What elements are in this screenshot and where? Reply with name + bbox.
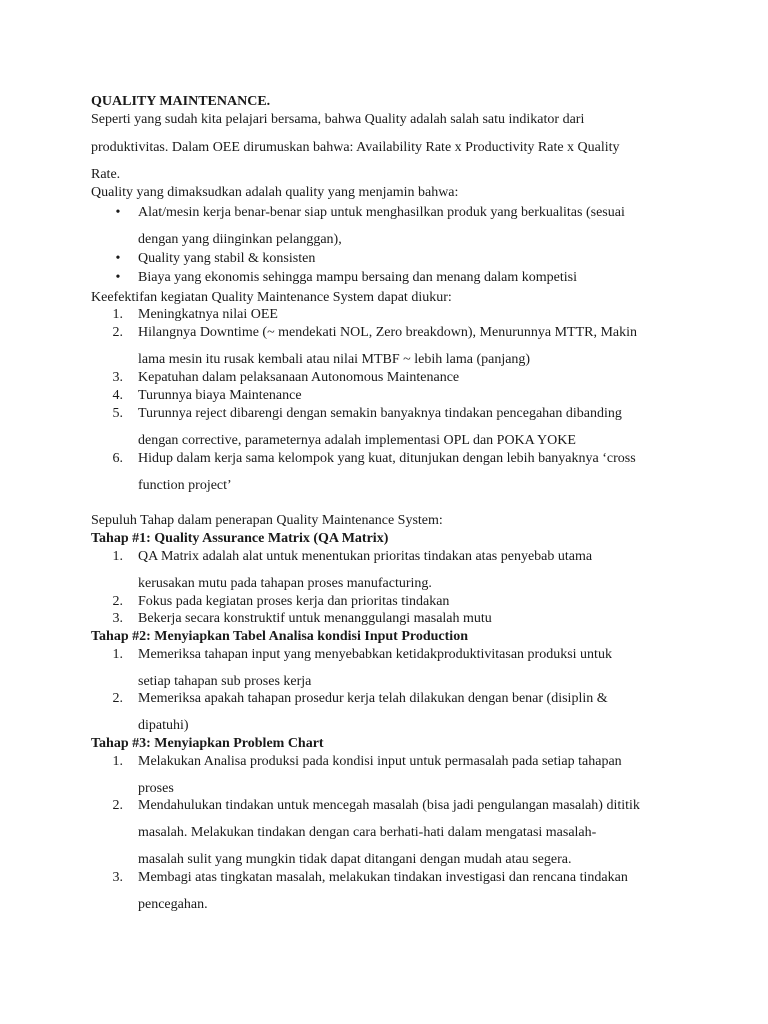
list-item-continuation: proses bbox=[138, 781, 174, 796]
intro-line: Rate. bbox=[91, 167, 121, 182]
quality-intro: Quality yang dimaksudkan adalah quality yang menjamin bahwa: bbox=[91, 185, 459, 200]
list-item-continuation: masalah. Melakukan tindakan dengan cara berhati-hati dalam mengatasi masalah- bbox=[138, 825, 597, 840]
bullet-item-continuation: dengan yang diinginkan pelanggan), bbox=[138, 232, 342, 247]
list-item-continuation: dengan corrective, parameternya adalah implementasi OPL dan POKA YOKE bbox=[138, 433, 576, 448]
document-title: QUALITY MAINTENANCE. bbox=[91, 94, 271, 109]
list-item-continuation: lama mesin itu rusak kembali atau nilai MTBF ~ lebih lama (panjang) bbox=[138, 352, 531, 367]
bullet-icon: • bbox=[115, 205, 121, 220]
intro-line: Seperti yang sudah kita pelajari bersama, bahwa Quality adalah salah satu indikator dari bbox=[91, 112, 585, 127]
list-item-continuation: function project’ bbox=[138, 478, 232, 493]
section-heading: Tahap #2: Menyiapkan Tabel Analisa kondisi Input Production bbox=[91, 629, 468, 644]
section-heading: Tahap #1: Quality Assurance Matrix (QA Matrix) bbox=[91, 531, 389, 546]
bullet-icon: • bbox=[115, 251, 121, 266]
list-item-continuation: masalah sulit yang mungkin tidak dapat ditangani dengan mudah atau segera. bbox=[138, 852, 572, 867]
list-item-continuation: pencegahan. bbox=[138, 897, 208, 912]
bullet-icon: • bbox=[115, 270, 121, 285]
steps-intro: Sepuluh Tahap dalam penerapan Quality Maintenance System: bbox=[91, 513, 443, 528]
intro-line: produktivitas. Dalam OEE dirumuskan bahwa: Availability Rate x Productivity Rate x Quality bbox=[91, 140, 620, 155]
list-item-continuation: dipatuhi) bbox=[138, 718, 189, 733]
effect-intro: Keefektifan kegiatan Quality Maintenance System dapat diukur: bbox=[91, 290, 452, 305]
section-heading: Tahap #3: Menyiapkan Problem Chart bbox=[91, 736, 324, 751]
document-page: QUALITY MAINTENANCE. Seperti yang sudah kita pelajari bersama, bahwa Quality adalah salah satu indikator dari produktivitas. Dalam OEE dirumuskan bahwa: Availability Rate x Productivity Rate x Quality Rate. Quality yang dimaksudkan adalah quality yang menjamin bahwa: • Alat/mesin kerja benar-benar siap untuk menghasilkan produk yang berkualitas (sesuai dengan yang diinginkan pelanggan), • Quality yang stabil & konsisten • Biaya yang ekonomis sehingga mampu bersaing dan menang dalam kompetisi Keefektifan kegiatan Quality Maintenance System dapat diukur: 1. Meningkatnya nilai OEE 2. Hilangnya Downtime (~ mendekati NOL, Zero breakdown), Menurunnya MTTR, Makin lama mesin itu rusak kembali atau nilai MTBF ~ lebih lama (panjang) 3. Kepatuhan dalam pelaksanaan Autonomous Maintenance 4. Turunnya biaya Maintenance 5. Turunnya reject dibarengi dengan semakin banyaknya tindakan pencegahan dibanding dengan corrective, parameternya adalah implementasi OPL dan POKA YOKE 6. Hidup dalam kerja sama kelompok yang kuat, ditunjukan dengan lebih banyaknya ‘cross function project’ Sepuluh Tahap dalam penerapan Quality Maintenance System: Tahap #1: Quality Assurance Matrix (QA Matrix) 1. QA Matrix adalah alat untuk menentukan prioritas tindakan atas penyebab utama kerusakan mutu pada tahapan proses manufacturing. 2. Fokus pada kegiatan proses kerja dan prioritas tindakan 3. Bekerja secara konstruktif untuk menanggulangi masalah mutu Tahap #2: Menyiapkan Tabel Analisa kondisi Input Production 1. Memeriksa tahapan input yang menyebabkan ketidakproduktivitasan produksi untuk setiap tahapan sub proses kerja 2. Memeriksa apakah tahapan prosedur kerja telah dilakukan dengan benar (disiplin & dipatuhi) Tahap #3: Menyiapkan Problem Chart 1. Melakukan Analisa produksi pada kondisi input untuk permasalah pada setiap tahapan proses 2. Mendahulukan tindakan untuk mencegah masalah (bisa jadi pengulangan masalah) dititik masalah. Melakukan tindakan dengan cara berhati-hati dalam mengatasi masalah- masalah sulit yang mungkin tidak dapat ditangani dengan mudah atau segera. 3. Membagi atas tingkatan masalah, melakukan tindakan investigasi dan rencana tindakan pencegahan. bbox=[91, 94, 640, 912]
list-item-continuation: setiap tahapan sub proses kerja bbox=[138, 674, 312, 689]
list-item-continuation: kerusakan mutu pada tahapan proses manufacturing. bbox=[138, 576, 432, 591]
